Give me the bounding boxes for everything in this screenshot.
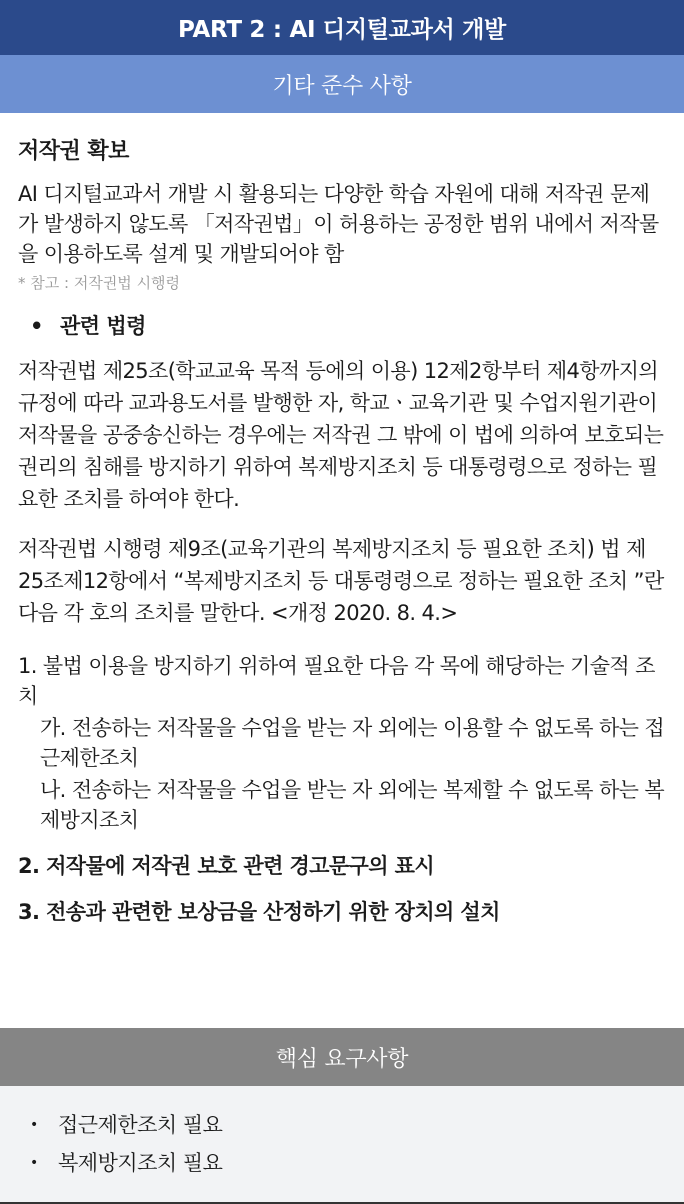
- copyright-title: 저작권 확보: [18, 139, 129, 164]
- section-header-title: 기타 준수 사항: [272, 73, 412, 99]
- law-item-1: 1. 불법 이용을 방지하기 위하여 필요한 다음 각 목에 해당하는 기술적 조치: [18, 654, 655, 708]
- bullet-icon: •: [30, 1155, 38, 1171]
- law-paragraph-2: 저작권법 시행령 제9조(교육기관의 복제방지조치 등 필요한 조치) 법 제25조제12항에서 “복제방지조치 등 대통령령으로 정하는 필요한 조치 ”란 다음 각 호의 조치를 말한다. <개정 2020. 8. 4.>: [18, 537, 664, 625]
- bullet-icon: •: [30, 1117, 38, 1133]
- key-requirements-box: [0, 1086, 684, 1204]
- law-item-2: 2. 저작물에 저작권 보호 관련 경고문구의 표시: [18, 854, 435, 878]
- related-laws-title: 관련 법령: [60, 314, 146, 338]
- copyright-body: AI 디지털교과서 개발 시 활용되는 다양한 학습 자원에 대해 저작권 문제가 발생하지 않도록 「저작권법」이 허용하는 공정한 범위 내에서 저작물을 이용하도록 설계 및 개발되어야 함: [18, 182, 659, 266]
- law-paragraph-1: 저작권법 제25조(학교교육 목적 등에의 이용) 12제2항부터 제4항까지의 규정에 따라 교과용도서를 발행한 자, 학교ㆍ교육기관 및 수업지원기관이 저작물을 공중송신하는 경우에는 저작권 그 밖에 이 법에 의하여 보호되는 권리의 침해를 방지하기 위하여 복제방지조치 등 대통령령으로 정하는 필요한 조치를 하여야 한다.: [18, 359, 664, 511]
- related-laws-heading: [18, 311, 666, 341]
- section-header: [0, 55, 684, 113]
- list-item: [30, 1106, 684, 1144]
- page-title: PART 2 : AI 디지털교과서 개발: [178, 17, 506, 43]
- key-requirements-header: [0, 1028, 684, 1086]
- reference-note: * 참고 : 저작권법 시행령: [18, 274, 181, 292]
- bullet-icon: •: [30, 314, 43, 338]
- key-requirements-title: 핵심 요구사항: [275, 1046, 409, 1072]
- requirement-label: 복제방지조치 필요: [58, 1151, 223, 1175]
- requirement-label: 접근제한조치 필요: [58, 1113, 223, 1137]
- list-item: [30, 1144, 684, 1182]
- main-content: [0, 137, 684, 927]
- requirements-list: [0, 1086, 684, 1182]
- law-item-1b: 나. 전송하는 저작물을 수업을 받는 자 외에는 복제할 수 없도록 하는 복제방지조치: [40, 778, 665, 832]
- law-item-3: 3. 전송과 관련한 보상금을 산정하기 위한 장치의 설치: [18, 900, 500, 924]
- law-item-1a: 가. 전송하는 저작물을 수업을 받는 자 외에는 이용할 수 없도록 하는 접근제한조치: [40, 716, 665, 770]
- page-header: [0, 0, 684, 55]
